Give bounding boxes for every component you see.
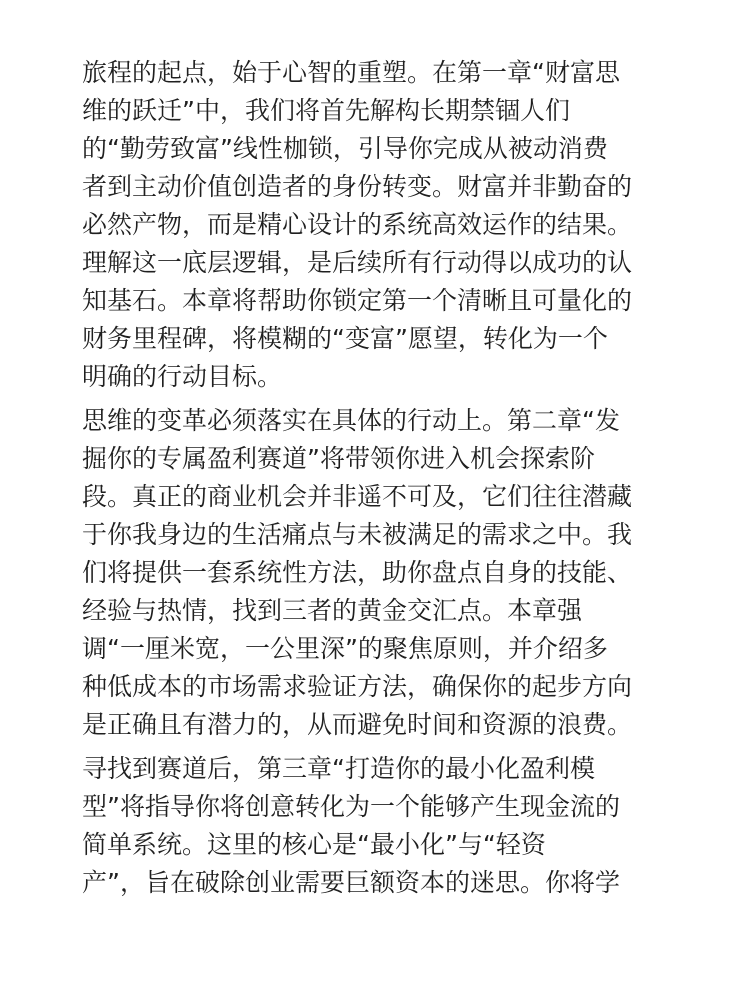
- text-line: 于你我身边的生活痛点与未被满足的需求之中。我: [82, 520, 633, 549]
- text-line: 是正确且有潜力的，从而避免时间和资源的浪费。: [82, 710, 633, 739]
- text-line: 调“一厘米宽，一公里深”的聚焦原则，并介绍多: [82, 634, 608, 663]
- text-line: 的“勤劳致富”线性枷锁，引导你完成从被动消费: [82, 134, 608, 163]
- text-line: 知基石。本章将帮助你锁定第一个清晰且可量化的: [82, 286, 633, 315]
- text-line: 经验与热情，找到三者的黄金交汇点。本章强: [82, 596, 583, 625]
- text-line: 必然产物，而是精心设计的系统高效运作的结果。: [82, 210, 633, 239]
- text-line: 维的跃迁”中，我们将首先解构长期禁锢人们: [82, 96, 570, 125]
- text-line: 理解这一底层逻辑，是后续所有行动得以成功的认: [82, 248, 633, 277]
- paragraph-chapter-two: [82, 402, 668, 744]
- paragraph-chapter-one: [82, 54, 668, 396]
- text-line: 简单系统。这里的核心是“最小化”与“轻资: [82, 830, 546, 859]
- text-line: 产”，旨在破除创业需要巨额资本的迷思。你将学: [82, 868, 620, 897]
- text-line: 明确的行动目标。: [82, 362, 283, 391]
- text-line: 寻找到赛道后，第三章“打造你的最小化盈利模: [82, 754, 595, 783]
- text-line: 财务里程碑，将模糊的“变富”愿望，转化为一个: [82, 324, 608, 353]
- text-line: 者到主动价值创造者的身份转变。财富并非勤奋的: [82, 172, 633, 201]
- text-line: 思维的变革必须落实在具体的行动上。第二章“发: [82, 406, 620, 435]
- paragraph-chapter-three: [82, 750, 668, 902]
- text-line: 种低成本的市场需求验证方法，确保你的起步方向: [82, 672, 633, 701]
- text-line: 旅程的起点，始于心智的重塑。在第一章“财富思: [82, 58, 620, 87]
- text-line: 们将提供一套系统性方法，助你盘点自身的技能、: [82, 558, 633, 587]
- text-line: 型”将指导你将创意转化为一个能够产生现金流的: [82, 792, 620, 821]
- text-line: 掘你的专属盈利赛道”将带领你进入机会探索阶: [82, 444, 595, 473]
- text-line: 段。真正的商业机会并非遥不可及，它们往往潜藏: [82, 482, 633, 511]
